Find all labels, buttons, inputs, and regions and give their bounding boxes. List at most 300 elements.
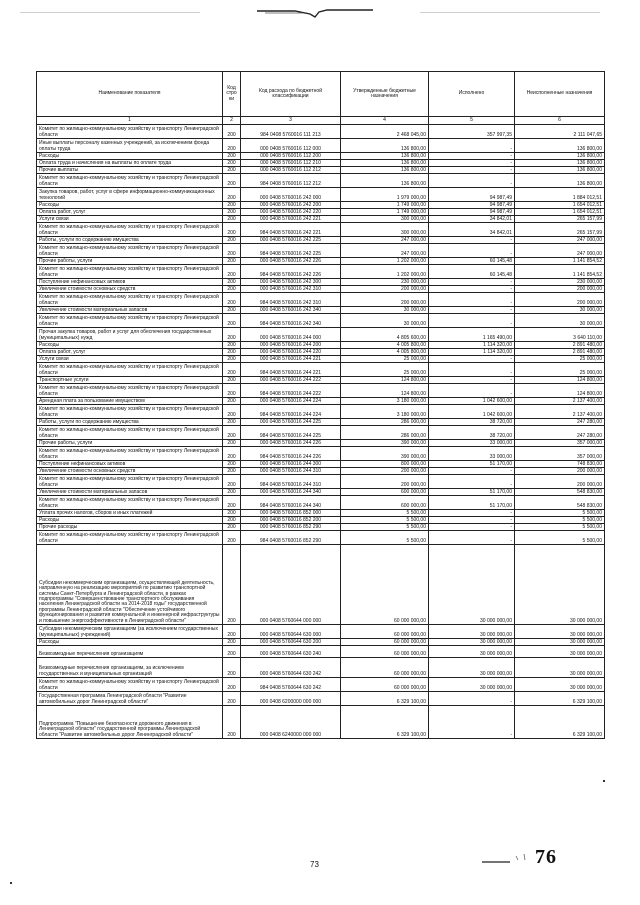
row-name: Поступление нефинансовых активов [37,461,223,468]
budget-execution-table [36,71,605,739]
row-line-code: 200 [223,510,241,517]
row-unexecuted: 548 830,00 [515,489,605,496]
row-name: Работы, услуги по содержанию имущества [37,419,223,426]
row-name: Арендная плата за пользование имуществом [37,398,223,405]
row-name: Прочая закупка товаров, работ и услуг для обеспечения государственных (муниципальных) нужд [37,328,223,342]
row-approved: 3 180 000,00 [341,405,429,419]
row-approved: 3 180 000,00 [341,398,429,405]
row-unexecuted: 3 640 110,00 [515,328,605,342]
table-row [37,293,605,307]
row-budget-code: 000 0408 5760016 244 226 [241,440,341,447]
row-line-code: 200 [223,706,241,739]
row-unexecuted: 5 500,00 [515,531,605,545]
row-approved: 25 000,00 [341,363,429,377]
row-line-code: 200 [223,314,241,328]
row-budget-code: 000 0408 5760644 000 000 [241,545,341,625]
row-unexecuted: 247 280,00 [515,419,605,426]
scan-line-right [420,12,600,13]
handwritten-page-mark [480,848,580,870]
row-approved: 200 000,00 [341,293,429,307]
row-unexecuted: 247 280,00 [515,426,605,440]
row-executed: - [429,279,515,286]
row-budget-code: 984 0408 5760016 242 225 [241,244,341,258]
row-executed: - [429,524,515,531]
row-budget-code: 000 0408 5760016 244 220 [241,349,341,356]
row-approved: 2 468 045,00 [341,125,429,139]
row-budget-code: 000 0408 5760016 244 200 [241,342,341,349]
row-approved: 6 329 100,00 [341,692,429,706]
row-executed: - [429,475,515,489]
row-unexecuted: 136 800,00 [515,160,605,167]
table-row [37,279,605,286]
row-name: Безвозмездные перечисления организациям [37,646,223,658]
row-budget-code: 000 0408 5760016 242 226 [241,258,341,265]
row-name: Комитет по жилищно-коммунальному хозяйству и транспорту Ленинградской области [37,223,223,237]
row-approved: 300 000,00 [341,223,429,237]
row-approved: 1 979 000,00 [341,188,429,202]
row-budget-code: 000 0408 5760016 244 340 [241,489,341,496]
table-row [37,356,605,363]
row-executed: 34 842,01 [429,216,515,223]
column-index: 6 [515,117,605,125]
row-line-code: 200 [223,405,241,419]
row-budget-code: 984 0408 5760016 244 222 [241,384,341,398]
row-executed: 51 170,00 [429,489,515,496]
row-executed: 33 000,00 [429,447,515,461]
row-line-code: 200 [223,440,241,447]
row-approved: 136 800,00 [341,153,429,160]
row-unexecuted: 200 000,00 [515,468,605,475]
row-executed: - [429,384,515,398]
row-line-code: 200 [223,125,241,139]
row-executed: - [429,356,515,363]
header-line-code: Код стро ки [223,72,241,117]
row-unexecuted: 136 800,00 [515,167,605,174]
row-line-code: 200 [223,531,241,545]
row-name: Комитет по жилищно-коммунальному хозяйству и транспорту Ленинградской области [37,678,223,692]
table-row [37,349,605,356]
table-row [37,646,605,658]
row-budget-code: 000 0408 5760644 630 200 [241,639,341,646]
table-row [37,328,605,342]
row-budget-code: 000 0408 5760016 242 300 [241,279,341,286]
table-row [37,496,605,510]
row-executed: - [429,468,515,475]
row-unexecuted: 136 800,00 [515,153,605,160]
row-name: Услуги связи [37,356,223,363]
table-row [37,426,605,440]
scan-speck [10,882,12,884]
table-row [37,265,605,279]
row-name: Уплата прочих налогов, сборов и иных платежей [37,510,223,517]
row-name: Увеличение стоимости основных средств [37,468,223,475]
row-name: Прочие работы, услуги [37,258,223,265]
row-executed: 51 170,00 [429,461,515,468]
row-line-code: 200 [223,265,241,279]
row-budget-code: 984 0408 5760016 244 221 [241,363,341,377]
row-name: Комитет по жилищно-коммунальному хозяйству и транспорту Ленинградской области [37,314,223,328]
row-unexecuted: 2 891 480,00 [515,342,605,349]
row-unexecuted: 247 000,00 [515,244,605,258]
table-row [37,258,605,265]
row-unexecuted: 30 000 000,00 [515,625,605,639]
row-line-code: 200 [223,286,241,293]
row-budget-code: 000 0408 6240000 000 000 [241,706,341,739]
row-line-code: 200 [223,188,241,202]
row-line-code: 200 [223,377,241,384]
row-executed: 60 145,48 [429,265,515,279]
row-line-code: 200 [223,167,241,174]
row-unexecuted: 30 000 000,00 [515,545,605,625]
row-approved: 600 000,00 [341,489,429,496]
row-unexecuted: 200 000,00 [515,286,605,293]
table-row [37,167,605,174]
row-name: Расходы [37,639,223,646]
table-row [37,475,605,489]
column-index: 2 [223,117,241,125]
row-unexecuted: 2 891 480,00 [515,349,605,356]
table-row [37,216,605,223]
table-row [37,384,605,398]
row-budget-code: 000 0408 5760016 242 340 [241,307,341,314]
scan-artifact-top [255,8,375,18]
row-approved: 136 800,00 [341,167,429,174]
row-approved: 286 000,00 [341,426,429,440]
table-row [37,706,605,739]
row-name: Прочие выплаты [37,167,223,174]
row-name: Увеличение стоимости основных средств [37,286,223,293]
row-unexecuted: 30 000,00 [515,307,605,314]
row-name: Комитет по жилищно-коммунальному хозяйству и транспорту Ленинградской области [37,265,223,279]
row-executed: 30 000 000,00 [429,678,515,692]
row-name: Увеличение стоимости материальных запасов [37,489,223,496]
row-approved: 5 500,00 [341,524,429,531]
row-unexecuted: 6 329 100,00 [515,692,605,706]
row-line-code: 200 [223,658,241,678]
row-approved: 60 000 000,00 [341,639,429,646]
row-executed: 94 987,49 [429,188,515,202]
row-line-code: 200 [223,384,241,398]
row-budget-code: 000 0408 5760016 242 225 [241,237,341,244]
table-row [37,125,605,139]
row-budget-code: 000 0408 5760016 112 210 [241,160,341,167]
row-name: Прочие работы, услуги [37,440,223,447]
row-budget-code: 984 0408 5760016 112 212 [241,174,341,188]
table-row [37,625,605,639]
row-unexecuted: 136 800,00 [515,139,605,153]
row-line-code: 200 [223,475,241,489]
row-executed: 30 000 000,00 [429,646,515,658]
row-line-code: 200 [223,496,241,510]
row-budget-code: 984 0408 5760644 630 242 [241,678,341,692]
row-budget-code: 000 0408 5760016 244 300 [241,461,341,468]
row-executed: 1 042 600,00 [429,398,515,405]
table-row [37,658,605,678]
header-unexecuted: Неисполненные назначения [515,72,605,117]
row-unexecuted: 230 000,00 [515,279,605,286]
row-line-code: 200 [223,216,241,223]
row-budget-code: 000 0408 5760016 242 000 [241,188,341,202]
row-line-code: 200 [223,279,241,286]
table-row [37,468,605,475]
row-approved: 200 000,00 [341,475,429,489]
table-row [37,202,605,209]
row-approved: 60 000 000,00 [341,625,429,639]
row-executed: 1 114 320,00 [429,349,515,356]
row-line-code: 200 [223,419,241,426]
row-executed: - [429,692,515,706]
row-name: Поступление нефинансовых активов [37,279,223,286]
row-name: Субсидии некоммерческим организациям, осуществляющей деятельность, направленную на реализацию мероприятий по развитию транспортной системы Санкт-Петербурга и Ленинградской области, в рамках подпрограммы "Совершенствование транспортного обслуживания населения Ленинградской области на 2014-2018 годы" государственной программы Ленинградской области "Обеспечение устойчивого функционирования и развития коммунальной и инженерной инфраструктуры и повышение энергоэффективности в Ленинградской области" [37,545,223,625]
table-row [37,489,605,496]
row-unexecuted: 2 137 400,00 [515,405,605,419]
table-row [37,398,605,405]
table-row [37,223,605,237]
row-line-code: 200 [223,639,241,646]
row-budget-code: 000 0408 5760016 242 310 [241,286,341,293]
row-name: Комитет по жилищно-коммунальному хозяйству и транспорту Ленинградской области [37,125,223,139]
row-approved: 124 800,00 [341,384,429,398]
table-row [37,237,605,244]
row-budget-code: 000 0408 5760644 630 240 [241,646,341,658]
row-executed: - [429,377,515,384]
row-approved: 136 800,00 [341,139,429,153]
row-approved: 390 000,00 [341,440,429,447]
row-name: Комитет по жилищно-коммунальному хозяйству и транспорту Ленинградской области [37,384,223,398]
row-approved: 4 005 800,00 [341,349,429,356]
stamp-number: 76 [535,846,557,868]
row-executed: 33 000,00 [429,440,515,447]
row-unexecuted: 247 000,00 [515,237,605,244]
row-approved: 1 202 000,00 [341,265,429,279]
row-name: Работы, услуги по содержанию имущества [37,237,223,244]
table-row [37,377,605,384]
table-row [37,363,605,377]
row-unexecuted: 265 157,99 [515,223,605,237]
row-name: Комитет по жилищно-коммунальному хозяйству и транспорту Ленинградской области [37,174,223,188]
row-budget-code: 000 0408 5760016 244 222 [241,377,341,384]
column-index: 5 [429,117,515,125]
row-budget-code: 984 0408 5760016 244 225 [241,426,341,440]
row-executed: - [429,160,515,167]
table-row [37,531,605,545]
row-name: Безвозмездные перечисления организациям, за исключением государственных и муниципальных организаций [37,658,223,678]
row-budget-code: 000 0408 5760016 244 221 [241,356,341,363]
row-executed: 30 000 000,00 [429,639,515,646]
row-budget-code: 984 0408 5760016 244 340 [241,496,341,510]
row-unexecuted: 1 654 012,51 [515,202,605,209]
table-row [37,678,605,692]
row-line-code: 200 [223,160,241,167]
column-index: 1 [37,117,223,125]
row-executed: 94 987,49 [429,209,515,216]
row-executed: - [429,706,515,739]
row-approved: 30 000,00 [341,314,429,328]
row-name: Комитет по жилищно-коммунальному хозяйству и транспорту Ленинградской области [37,496,223,510]
row-approved: 136 800,00 [341,174,429,188]
row-unexecuted: 30 000 000,00 [515,658,605,678]
table-row [37,447,605,461]
row-budget-code: 000 0408 5760016 112 000 [241,139,341,153]
row-executed: 1 114 320,00 [429,342,515,349]
row-budget-code: 000 0408 5760016 244 225 [241,419,341,426]
row-approved: 5 500,00 [341,531,429,545]
row-line-code: 200 [223,524,241,531]
row-executed: 30 000 000,00 [429,545,515,625]
row-line-code: 200 [223,625,241,639]
row-line-code: 200 [223,692,241,706]
row-line-code: 200 [223,461,241,468]
row-line-code: 200 [223,293,241,307]
row-unexecuted: 2 137 400,00 [515,398,605,405]
row-line-code: 200 [223,202,241,209]
row-approved: 390 000,00 [341,447,429,461]
row-unexecuted: 30 000 000,00 [515,678,605,692]
table-row [37,440,605,447]
row-line-code: 200 [223,139,241,153]
row-approved: 5 500,00 [341,510,429,517]
row-unexecuted: 25 000,00 [515,356,605,363]
row-budget-code: 984 0408 5760016 242 226 [241,265,341,279]
row-executed: - [429,314,515,328]
row-budget-code: 984 0408 5760016 852 290 [241,531,341,545]
row-approved: 200 000,00 [341,286,429,293]
row-name: Услуги связи [37,216,223,223]
row-approved: 60 000 000,00 [341,646,429,658]
row-approved: 1 749 000,00 [341,209,429,216]
row-budget-code: 000 0408 5760016 244 000 [241,328,341,342]
row-name: Комитет по жилищно-коммунальному хозяйству и транспорту Ленинградской области [37,475,223,489]
row-name: Расходы [37,153,223,160]
table-row [37,244,605,258]
table-row [37,405,605,419]
row-unexecuted: 5 500,00 [515,524,605,531]
row-line-code: 200 [223,468,241,475]
row-unexecuted: 30 000 000,00 [515,639,605,646]
row-approved: 600 000,00 [341,496,429,510]
table-row [37,510,605,517]
row-executed: - [429,139,515,153]
column-index: 3 [241,117,341,125]
row-line-code: 200 [223,153,241,160]
scan-speck [603,780,605,782]
row-budget-code: 000 0408 5760016 852 290 [241,524,341,531]
row-line-code: 200 [223,489,241,496]
row-executed: - [429,286,515,293]
row-approved: 124 800,00 [341,377,429,384]
row-budget-code: 000 0408 6200000 000 000 [241,692,341,706]
column-index-row [37,117,605,125]
row-name: Прочие расходы [37,524,223,531]
row-budget-code: 984 0408 5760016 242 221 [241,223,341,237]
row-unexecuted: 357 000,00 [515,440,605,447]
table-row [37,545,605,625]
row-unexecuted: 748 830,00 [515,461,605,468]
row-name: Комитет по жилищно-коммунальному хозяйству и транспорту Ленинградской области [37,531,223,545]
row-unexecuted: 124 800,00 [515,384,605,398]
table-row [37,639,605,646]
row-executed: 38 720,00 [429,419,515,426]
row-approved: 6 329 100,00 [341,706,429,739]
row-approved: 286 000,00 [341,419,429,426]
row-unexecuted: 5 500,00 [515,510,605,517]
row-unexecuted: 2 111 047,65 [515,125,605,139]
row-approved: 4 005 800,00 [341,342,429,349]
column-index: 4 [341,117,429,125]
row-approved: 1 749 000,00 [341,202,429,209]
row-executed: - [429,244,515,258]
row-approved: 25 000,00 [341,356,429,363]
table-row [37,174,605,188]
row-line-code: 200 [223,244,241,258]
table-row [37,419,605,426]
row-approved: 247 000,00 [341,244,429,258]
row-approved: 60 000 000,00 [341,658,429,678]
row-approved: 200 000,00 [341,468,429,475]
row-executed: 1 165 490,00 [429,328,515,342]
table-header-row [37,72,605,117]
row-unexecuted: 1 654 012,51 [515,209,605,216]
row-name: Субсидии некоммерческим организациям (за исключением государственных (муниципальных) учреждений) [37,625,223,639]
table-row [37,139,605,153]
row-name: Комитет по жилищно-коммунальному хозяйству и транспорту Ленинградской области [37,447,223,461]
header-budget-code: Код расхода по бюджетной классификации [241,72,341,117]
table-row [37,342,605,349]
row-line-code: 200 [223,545,241,625]
row-approved: 230 000,00 [341,279,429,286]
row-unexecuted: 265 157,99 [515,216,605,223]
row-budget-code: 984 0408 5760016 244 226 [241,447,341,461]
row-name: Государственная программа Ленинградской области "Развитие автомобильных дорог Ленинградской области" [37,692,223,706]
row-name: Комитет по жилищно-коммунальному хозяйству и транспорту Ленинградской области [37,293,223,307]
row-line-code: 200 [223,349,241,356]
row-unexecuted: 6 329 100,00 [515,706,605,739]
row-line-code: 200 [223,258,241,265]
row-executed: - [429,510,515,517]
row-approved: 60 000 000,00 [341,545,429,625]
row-unexecuted: 30 000,00 [515,314,605,328]
table-row [37,153,605,160]
row-budget-code: 000 0408 5760016 112 200 [241,153,341,160]
row-line-code: 200 [223,223,241,237]
row-executed: - [429,153,515,160]
row-unexecuted: 124 800,00 [515,377,605,384]
header-approved: Утвержденные бюджетные назначения [341,72,429,117]
row-line-code: 200 [223,678,241,692]
row-name: Комитет по жилищно-коммунальному хозяйству и транспорту Ленинградской области [37,244,223,258]
row-line-code: 200 [223,209,241,216]
row-line-code: 200 [223,398,241,405]
table-row [37,160,605,167]
row-executed: - [429,363,515,377]
row-line-code: 200 [223,426,241,440]
row-unexecuted: 1 884 012,51 [515,188,605,202]
page-number: 73 [310,860,319,869]
header-name: Наименование показателя [37,72,223,117]
table-row [37,307,605,314]
table-row [37,517,605,524]
row-name: Комитет по жилищно-коммунальному хозяйству и транспорту Ленинградской области [37,426,223,440]
row-approved: 136 800,00 [341,160,429,167]
row-executed: - [429,517,515,524]
table-row [37,524,605,531]
row-line-code: 200 [223,174,241,188]
row-executed: 30 000 000,00 [429,625,515,639]
row-name: Увеличение стоимости материальных запасов [37,307,223,314]
row-approved: 300 000,00 [341,216,429,223]
row-name: Расходы [37,517,223,524]
row-line-code: 200 [223,517,241,524]
